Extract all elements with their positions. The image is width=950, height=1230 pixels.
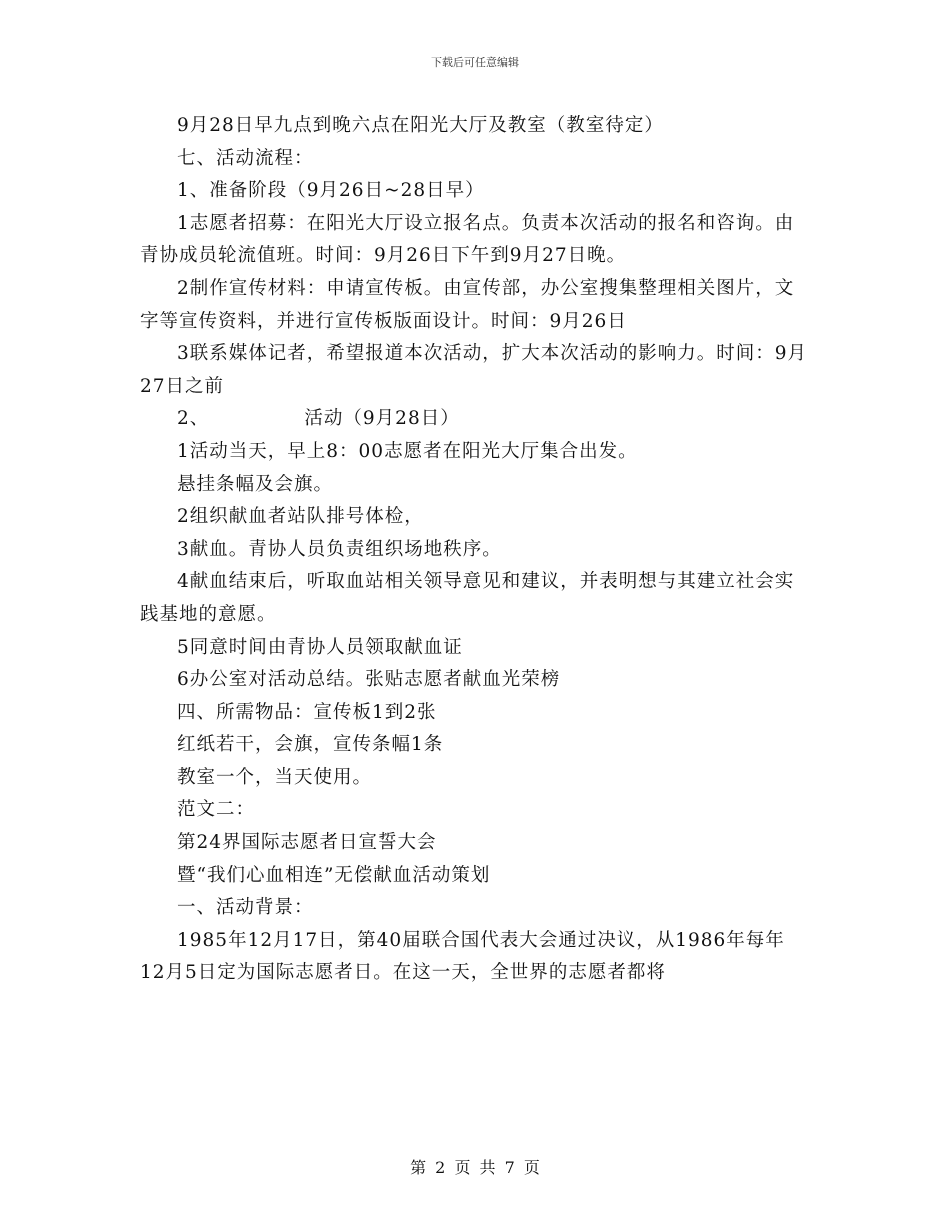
document-title: 第24界国际志愿者日宣誓大会 — [177, 832, 437, 854]
document-body — [140, 110, 810, 990]
paragraph: 范文二： — [177, 799, 256, 821]
paragraph: 1、准备阶段（9月26日~28日早） — [177, 180, 485, 202]
page-header: 下载后可任意编辑 — [431, 56, 519, 69]
paragraph: 9月28日早九点到晚六点在阳光大厅及教室（教室待定） — [177, 115, 664, 136]
paragraph: 6办公室对活动总结。张贴志愿者献血光荣榜 — [177, 669, 561, 691]
paragraph: 2、 活动（9月28日） — [177, 408, 460, 430]
paragraph: 悬挂条幅及会旗。 — [177, 473, 334, 495]
paragraph: 1活动当天，早上8：00志愿者在阳光大厅集合出发。 — [177, 440, 638, 462]
page-footer: 第 2 页 共 7 页 — [410, 1158, 540, 1177]
document-subtitle: 暨“我们心血相连”无偿献血活动策划 — [177, 864, 491, 886]
paragraph: 2组织献血者站队排号体检， — [177, 506, 424, 528]
paragraph: 教室一个，当天使用。 — [177, 766, 373, 788]
paragraph: 1志愿者招募：在阳光大厅设立报名点。负责本次活动的报名和咨询。由青协成员轮流值班。时间：9月26日下午到9月27日晚。 — [140, 212, 795, 267]
section-heading: 七、活动流程： — [177, 147, 314, 169]
paragraph: 1985年12月17日，第40届联合国代表大会通过决议，从1986年每年12月5日定为国际志愿者日。在这一天，全世界的志愿者都将 — [140, 929, 785, 984]
paragraph: 2制作宣传材料：申请宣传板。由宣传部，办公室搜集整理相关图片，文字等宣传资料，并进行宣传板版面设计。时间：9月26日 — [140, 277, 795, 332]
paragraph: 3联系媒体记者，希望报道本次活动，扩大本次活动的影响力。时间：9月27日之前 — [140, 343, 808, 397]
paragraph: 3献血。青协人员负责组织场地秩序。 — [177, 538, 502, 560]
section-heading: 一、活动背景： — [177, 897, 314, 919]
paragraph: 红纸若干，会旗，宣传条幅1条 — [177, 734, 444, 756]
section-heading: 四、所需物品：宣传板1到2张 — [177, 701, 437, 723]
paragraph: 5同意时间由青协人员领取献血证 — [177, 636, 463, 658]
paragraph: 4献血结束后，听取血站相关领导意见和建议，并表明想与其建立社会实践基地的意愿。 — [140, 571, 795, 625]
